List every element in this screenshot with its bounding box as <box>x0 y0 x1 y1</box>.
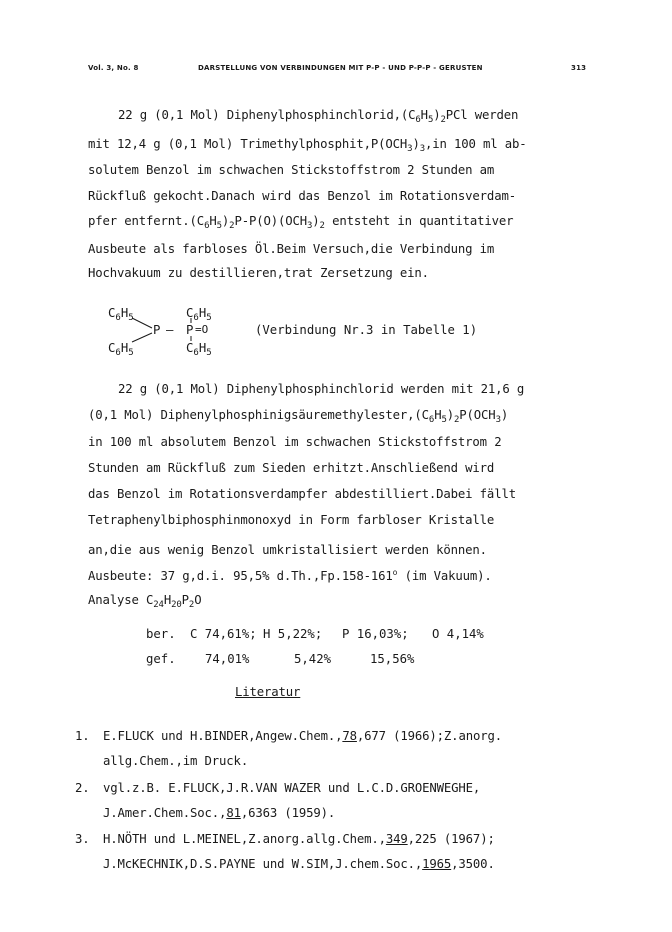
phosphorus-left: P <box>153 323 161 337</box>
structure-caption: (Verbindung Nr.3 in Tabelle 1) <box>255 323 478 337</box>
phenyl-top-left: $C_6H_5$ <box>108 306 134 323</box>
para1-line2: mit 12,4 g (0,1 Mol) $Trimethylphosphit,P(OCH_3)_3,in$ 100 ml ab- <box>88 137 527 154</box>
ref-3-line1: H.NÖTH und L.MEINEL,Z.anorg.allg.Chem.,349,225 (1967); <box>103 832 495 846</box>
phosphorus-right: P <box>186 323 194 337</box>
found-label: gef. <box>146 652 176 666</box>
para1-line7: Hochvakuum zu destillieren,trat Zersetzung ein. <box>88 266 429 280</box>
phenyl-top-right: $C_6H_5$ <box>186 306 212 323</box>
para2-line4: Stunden am Rückfluß zum Sieden erhitzt.Anschließend wird <box>88 461 495 475</box>
calc-phosphorus: P 16,03%; <box>342 627 409 641</box>
calc-oxygen: O 4,14% <box>432 627 484 641</box>
para1-line6: Ausbeute als farbloses Öl.Beim Versuch,die Verbindung im <box>88 242 495 256</box>
bond-bottom-left <box>132 333 152 342</box>
para2-line7: an,die aus wenig Benzol umkristallisiert werden können. <box>88 543 487 557</box>
running-title: DARSTELLUNG VON VERBINDUNGEN MIT P-P - UND P-P-P - GERUSTEN <box>198 64 483 72</box>
p-p-bond: — <box>166 323 174 337</box>
para1-line1: 22 g (0,1 Mol) $Diphenylphosphinchlorid,(C_6H_5)_2PCl$ werden <box>118 108 519 125</box>
para1-line4: Rückfluß gekocht.Danach wird das Benzol im Rotationsverdam- <box>88 189 516 203</box>
analysis-formula: Analyse $C_{24}H_{20}P_2O$ <box>88 593 202 610</box>
para2-line1: 22 g (0,1 Mol) Diphenylphosphinchlorid werden mit 21,6 g <box>118 382 525 396</box>
ref-2-number: 2. <box>75 781 90 795</box>
ref-1-number: 1. <box>75 729 90 743</box>
page-number: 313 <box>571 64 587 72</box>
found-hydrogen: 5,42% <box>294 652 332 666</box>
calc-carbon: C 74,61%; <box>190 627 257 641</box>
para2-line2: (0,1 Mol) $Diphenylphosphinigsäuremethylester,(C_6H_5)_2P(OCH_3)$ <box>88 408 509 425</box>
found-carbon: 74,01% <box>205 652 250 666</box>
ref-3-number: 3. <box>75 832 90 846</box>
phenyl-bottom-right: $C_6H_5$ <box>186 341 212 358</box>
para2-line6: Tetraphenylbiphosphinmonoxyd in Form farbloser Kristalle <box>88 513 495 527</box>
calc-label: ber. <box>146 627 176 641</box>
oxo-group: =O <box>195 323 209 336</box>
ref-1-line1: E.FLUCK und H.BINDER,Angew.Chem.,78,677 (1966);Z.anorg. <box>103 729 502 743</box>
ref-3-line2: J.McKECHNIK,D.S.PAYNE und W.SIM,J.chem.Soc.,1965,3500. <box>103 857 495 871</box>
yield-line: Ausbeute: 37 g,d.i. 95,5% d.Th.,Fp.158-161$^o$ (im Vakuum). <box>88 568 492 583</box>
ref-1-line2: allg.Chem.,im Druck. <box>103 754 249 768</box>
calc-hydrogen: H 5,22%; <box>263 627 323 641</box>
ref-2-line2: J.Amer.Chem.Soc.,81,6363 (1959). <box>103 806 336 820</box>
found-phosphorus: 15,56% <box>370 652 415 666</box>
ref-2-line1: vgl.z.B. E.FLUCK,J.R.VAN WAZER und L.C.D.GROENWEGHE, <box>103 781 481 795</box>
volume-label: Vol. 3, No. 8 <box>88 64 139 72</box>
para2-line3: in 100 ml absolutem Benzol im schwachen Stickstoffstrom 2 <box>88 435 502 449</box>
para2-line5: das Benzol im Rotationsverdampfer abdestilliert.Dabei fällt <box>88 487 516 501</box>
phenyl-bottom-left: $C_6H_5$ <box>108 341 134 358</box>
para1-line5: pfer $entfernt.(C_6H_5)_2P-P(O)(OCH_3)_2$ entsteht in quantitativer <box>88 214 514 231</box>
bond-top-left <box>132 318 152 328</box>
literature-heading: Literatur <box>235 685 301 699</box>
para1-line3: solutem Benzol im schwachen Stickstoffstrom 2 Stunden am <box>88 163 495 177</box>
